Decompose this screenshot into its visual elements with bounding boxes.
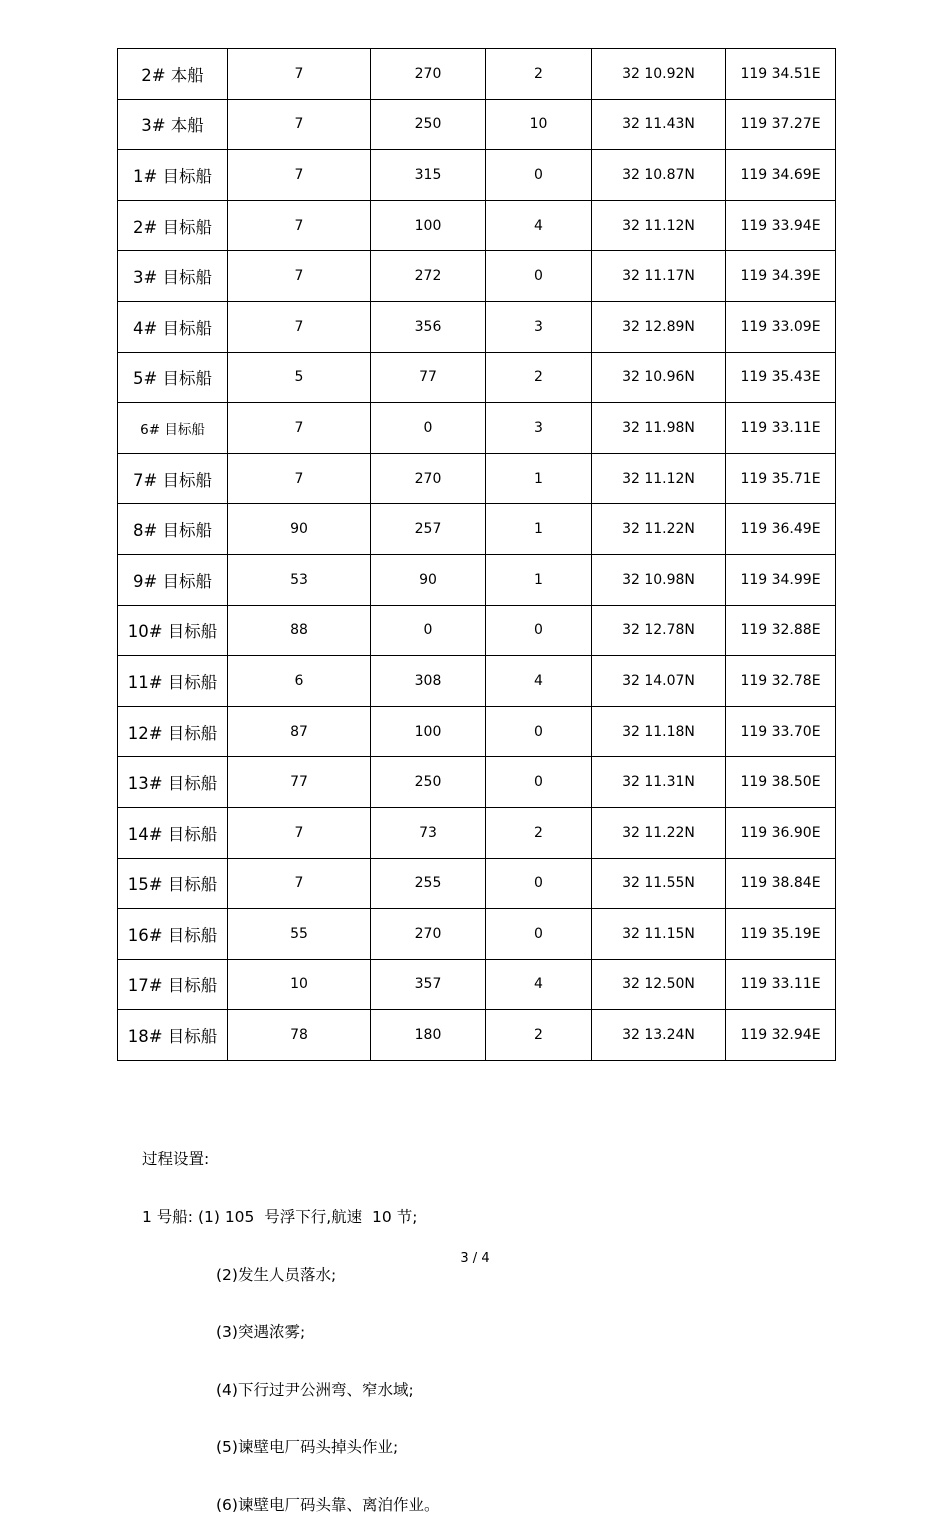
table-cell-lon: 119 34.99E — [726, 554, 836, 605]
table-row — [118, 301, 836, 352]
table-cell-lon: 119 35.19E — [726, 909, 836, 960]
table-cell-lon: 119 34.39E — [726, 251, 836, 302]
table-cell-c3: 0 — [486, 858, 592, 909]
table-cell-name: 3# 目标船 — [118, 251, 228, 302]
ship-table — [117, 48, 836, 1061]
table-cell-c3: 3 — [486, 301, 592, 352]
table-cell-name: 5# 目标船 — [118, 352, 228, 403]
table-cell-c1: 7 — [228, 453, 371, 504]
table-cell-c2: 100 — [371, 706, 486, 757]
table-cell-c2: 90 — [371, 554, 486, 605]
table-cell-name: 11# 目标船 — [118, 656, 228, 707]
table-cell-c2: 77 — [371, 352, 486, 403]
table-cell-c1: 87 — [228, 706, 371, 757]
table-cell-name: 12# 目标船 — [118, 706, 228, 757]
table-cell-lon: 119 33.70E — [726, 706, 836, 757]
table-cell-lat: 32 11.43N — [592, 99, 726, 150]
table-cell-c2: 272 — [371, 251, 486, 302]
table-cell-name: 9# 目标船 — [118, 554, 228, 605]
table-cell-lon: 119 34.69E — [726, 150, 836, 201]
table-cell-lon: 119 35.43E — [726, 352, 836, 403]
table-cell-name: 10# 目标船 — [118, 605, 228, 656]
table-cell-c1: 53 — [228, 554, 371, 605]
table-cell-c3: 4 — [486, 656, 592, 707]
table-cell-c3: 3 — [486, 403, 592, 454]
table-cell-lat: 32 11.17N — [592, 251, 726, 302]
table-row — [118, 200, 836, 251]
table-cell-c3: 4 — [486, 200, 592, 251]
table-cell-c2: 270 — [371, 49, 486, 100]
table-cell-c2: 257 — [371, 504, 486, 555]
table-cell-lat: 32 12.78N — [592, 605, 726, 656]
table-cell-lat: 32 12.50N — [592, 959, 726, 1010]
table-cell-c1: 90 — [228, 504, 371, 555]
page-number: 3 / 4 — [460, 1251, 490, 1266]
table-cell-name: 2# 目标船 — [118, 200, 228, 251]
table-cell-c1: 6 — [228, 656, 371, 707]
table-cell-c1: 5 — [228, 352, 371, 403]
table-cell-c3: 0 — [486, 605, 592, 656]
table-cell-name: 1# 目标船 — [118, 150, 228, 201]
table-cell-c2: 270 — [371, 453, 486, 504]
table-cell-c2: 315 — [371, 150, 486, 201]
table-cell-lon: 119 33.11E — [726, 959, 836, 1010]
table-cell-c3: 0 — [486, 757, 592, 808]
table-cell-name: 4# 目标船 — [118, 301, 228, 352]
table-cell-lat: 32 11.22N — [592, 807, 726, 858]
notes-step-5: (5)谏壁电厂码头掉头作业; — [216, 1438, 399, 1457]
table-cell-c3: 0 — [486, 251, 592, 302]
table-cell-lon: 119 33.94E — [726, 200, 836, 251]
table-cell-lon: 119 33.11E — [726, 403, 836, 454]
table-row — [118, 1010, 836, 1061]
table-cell-c2: 255 — [371, 858, 486, 909]
table-cell-c1: 77 — [228, 757, 371, 808]
notes-step-3: (3)突遇浓雾; — [216, 1323, 306, 1342]
table-cell-lon: 119 37.27E — [726, 99, 836, 150]
table-row — [118, 504, 836, 555]
table-row — [118, 554, 836, 605]
table-cell-name: 13# 目标船 — [118, 757, 228, 808]
table-cell-name: 2# 本船 — [118, 49, 228, 100]
table-cell-name: 17# 目标船 — [118, 959, 228, 1010]
table-cell-c2: 100 — [371, 200, 486, 251]
table-cell-c1: 10 — [228, 959, 371, 1010]
table-cell-lat: 32 11.12N — [592, 453, 726, 504]
table-cell-lat: 32 11.31N — [592, 757, 726, 808]
table-cell-lat: 32 14.07N — [592, 656, 726, 707]
notes-step-2: (2)发生人员落水; — [216, 1265, 337, 1284]
table-cell-c3: 4 — [486, 959, 592, 1010]
table-cell-lat: 32 11.22N — [592, 504, 726, 555]
table-row — [118, 251, 836, 302]
table-cell-c3: 0 — [486, 909, 592, 960]
table-cell-c2: 0 — [371, 605, 486, 656]
table-cell-c1: 7 — [228, 301, 371, 352]
table-cell-c3: 2 — [486, 49, 592, 100]
table-cell-lon: 119 35.71E — [726, 453, 836, 504]
table-cell-lon: 119 38.50E — [726, 757, 836, 808]
table-cell-lat: 32 11.15N — [592, 909, 726, 960]
table-cell-lon: 119 36.90E — [726, 807, 836, 858]
table-row — [118, 807, 836, 858]
table-row — [118, 453, 836, 504]
notes-step-4: (4)下行过尹公洲弯、窄水域; — [216, 1380, 414, 1399]
table-cell-name: 3# 本船 — [118, 99, 228, 150]
table-row — [118, 150, 836, 201]
table-row — [118, 706, 836, 757]
table-cell-c3: 1 — [486, 554, 592, 605]
table-cell-lat: 32 10.87N — [592, 150, 726, 201]
table-cell-lon: 119 32.78E — [726, 656, 836, 707]
ship-table-body — [118, 49, 836, 1061]
table-cell-lon: 119 34.51E — [726, 49, 836, 100]
table-row — [118, 858, 836, 909]
table-cell-c3: 0 — [486, 706, 592, 757]
table-cell-c1: 7 — [228, 150, 371, 201]
table-cell-lat: 32 10.96N — [592, 352, 726, 403]
table-row — [118, 99, 836, 150]
table-row — [118, 757, 836, 808]
table-cell-c2: 180 — [371, 1010, 486, 1061]
table-cell-name: 14# 目标船 — [118, 807, 228, 858]
table-cell-lat: 32 13.24N — [592, 1010, 726, 1061]
table-row — [118, 656, 836, 707]
table-cell-c1: 7 — [228, 99, 371, 150]
table-row — [118, 605, 836, 656]
table-cell-c3: 2 — [486, 807, 592, 858]
table-cell-c3: 0 — [486, 150, 592, 201]
table-cell-lat: 32 10.98N — [592, 554, 726, 605]
table-cell-lon: 119 36.49E — [726, 504, 836, 555]
table-row — [118, 909, 836, 960]
table-cell-c1: 7 — [228, 858, 371, 909]
table-cell-c3: 2 — [486, 1010, 592, 1061]
table-cell-c3: 2 — [486, 352, 592, 403]
table-cell-c2: 308 — [371, 656, 486, 707]
table-cell-lat: 32 10.92N — [592, 49, 726, 100]
table-cell-c1: 7 — [228, 49, 371, 100]
table-cell-name: 8# 目标船 — [118, 504, 228, 555]
table-cell-name: 15# 目标船 — [118, 858, 228, 909]
table-cell-c2: 250 — [371, 99, 486, 150]
table-cell-lon: 119 33.09E — [726, 301, 836, 352]
table-cell-c2: 73 — [371, 807, 486, 858]
notes-line-1: 1 号船: (1) 105 号浮下行,航速 10 节; — [142, 1208, 418, 1227]
table-cell-c3: 1 — [486, 453, 592, 504]
table-cell-name: 16# 目标船 — [118, 909, 228, 960]
table-cell-c3: 1 — [486, 504, 592, 555]
table-row — [118, 352, 836, 403]
table-cell-c2: 356 — [371, 301, 486, 352]
table-cell-name: 6# 目标船 — [118, 403, 228, 454]
table-row — [118, 959, 836, 1010]
table-cell-c1: 7 — [228, 251, 371, 302]
table-cell-c1: 78 — [228, 1010, 371, 1061]
table-cell-c3: 10 — [486, 99, 592, 150]
table-cell-lat: 32 11.55N — [592, 858, 726, 909]
table-row — [118, 403, 836, 454]
table-cell-lon: 119 38.84E — [726, 858, 836, 909]
table-cell-c2: 357 — [371, 959, 486, 1010]
notes-step-6: (6)谏壁电厂码头靠、离泊作业。 — [216, 1496, 440, 1515]
table-cell-c1: 55 — [228, 909, 371, 960]
table-row — [118, 49, 836, 100]
table-cell-name: 18# 目标船 — [118, 1010, 228, 1061]
table-cell-lat: 32 12.89N — [592, 301, 726, 352]
table-cell-lat: 32 11.98N — [592, 403, 726, 454]
table-cell-c1: 7 — [228, 807, 371, 858]
table-cell-lon: 119 32.94E — [726, 1010, 836, 1061]
process-notes — [142, 1112, 439, 1534]
table-cell-c2: 250 — [371, 757, 486, 808]
table-cell-c2: 0 — [371, 403, 486, 454]
table-cell-c2: 270 — [371, 909, 486, 960]
table-cell-c1: 88 — [228, 605, 371, 656]
notes-heading: 过程设置: — [142, 1150, 210, 1169]
table-cell-c1: 7 — [228, 200, 371, 251]
table-cell-lat: 32 11.12N — [592, 200, 726, 251]
table-cell-name: 7# 目标船 — [118, 453, 228, 504]
table-cell-c1: 7 — [228, 403, 371, 454]
table-cell-lat: 32 11.18N — [592, 706, 726, 757]
table-cell-lon: 119 32.88E — [726, 605, 836, 656]
